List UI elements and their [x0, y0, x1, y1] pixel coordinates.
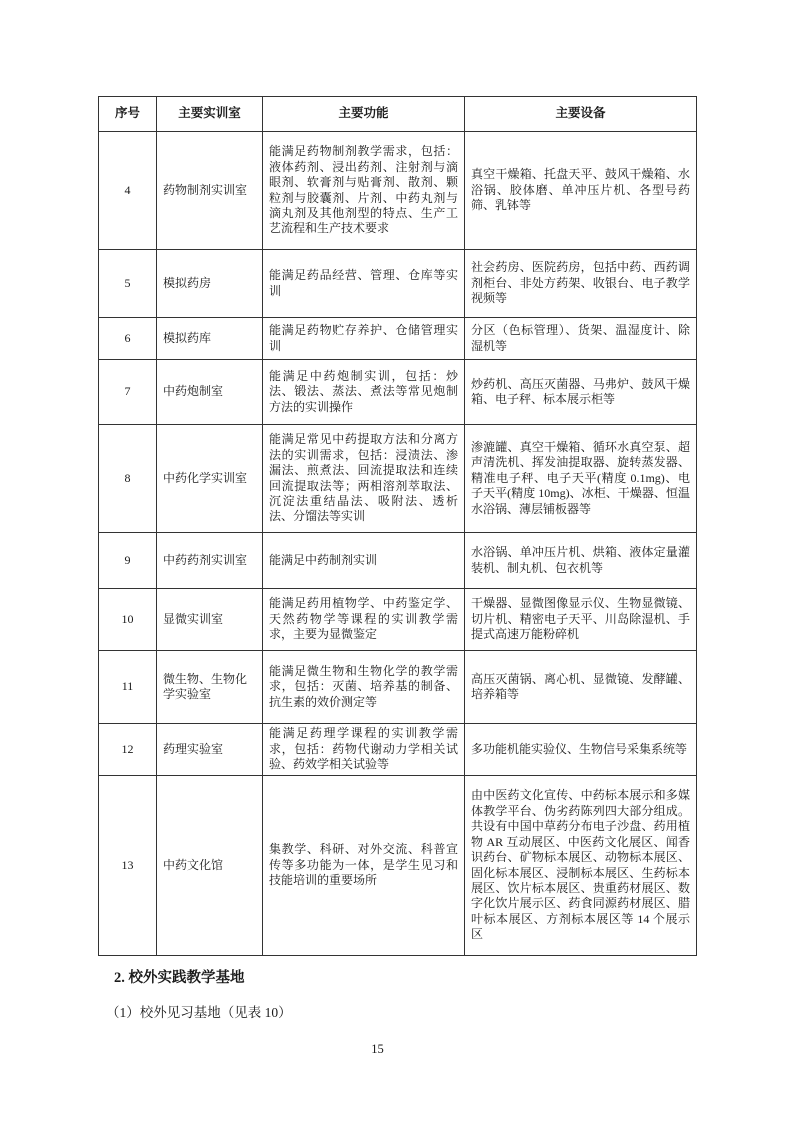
row-room: 中药炮制室 [157, 360, 263, 425]
row-no: 13 [99, 776, 157, 956]
row-room: 显微实训室 [157, 589, 263, 651]
row-function: 能满足常见中药提取方法和分离方法的实训需求，包括：浸渍法、渗漏法、煎煮法、回流提取法和连续回流提取法等；两相溶剂萃取法、沉淀法重结晶法、吸附法、透析法、分馏法等实训 [263, 425, 465, 533]
row-room: 模拟药房 [157, 250, 263, 318]
row-no: 4 [99, 132, 157, 250]
header-function: 主要功能 [263, 97, 465, 132]
row-no: 9 [99, 533, 157, 589]
table-row [99, 589, 697, 651]
row-equipment: 高压灭菌锅、离心机、显微镜、发酵罐、培养箱等 [465, 651, 697, 724]
row-function: 能满足药物制剂教学需求，包括：液体药剂、浸出药剂、注射剂与滴眼剂、软膏剂与贴膏剂、散剂、颗粒剂与胶囊剂、片剂、中药丸剂与滴丸剂及其他剂型的特点、生产工艺流程和生产技术要求 [263, 132, 465, 250]
table-header-row [99, 97, 697, 132]
row-equipment: 干燥器、显微图像显示仪、生物显微镜、切片机、精密电子天平、川岛除湿机、手提式高速万能粉碎机 [465, 589, 697, 651]
row-function: 集教学、科研、对外交流、科普宣传等多功能为一体，是学生见习和技能培训的重要场所 [263, 776, 465, 956]
header-equipment: 主要设备 [465, 97, 697, 132]
row-room: 中药文化馆 [157, 776, 263, 956]
row-room: 药物制剂实训室 [157, 132, 263, 250]
header-room: 主要实训室 [157, 97, 263, 132]
row-function: 能满足中药制剂实训 [263, 533, 465, 589]
row-equipment: 渗漉罐、真空干燥箱、循环水真空泵、超声清洗机、挥发油提取器、旋转蒸发器、精准电子秤、电子天平(精度 0.1mg)、电子天平(精度 10mg)、冰柜、干燥器、恒温水浴锅、薄层铺板器等 [465, 425, 697, 533]
table-row [99, 776, 697, 956]
table-row [99, 651, 697, 724]
header-no: 序号 [99, 97, 157, 132]
table-row [99, 533, 697, 589]
table-row [99, 132, 697, 250]
table-row [99, 360, 697, 425]
row-no: 12 [99, 724, 157, 776]
row-room: 中药化学实训室 [157, 425, 263, 533]
row-equipment: 水浴锅、单冲压片机、烘箱、液体定量灌装机、制丸机、包衣机等 [465, 533, 697, 589]
row-equipment: 多功能机能实验仪、生物信号采集系统等 [465, 724, 697, 776]
training-rooms-table [98, 96, 697, 956]
row-room: 中药药剂实训室 [157, 533, 263, 589]
table-row [99, 425, 697, 533]
row-equipment: 由中医药文化宣传、中药标本展示和多媒体教学平台、伪劣药陈列四大部分组成。共设有中国中草药分布电子沙盘、药用植物 AR 互动展区、中医药文化展区、闻香识药台、矿物标本展区、动物标本展区、固化标本展区、浸制标本展区、生药标本展区、饮片标本展区、贵重药材展区、数字化饮片展示区、药食同源药材展区、腊叶标本展区、方剂标本展区等 14 个展示区 [465, 776, 697, 956]
row-equipment: 真空干燥箱、托盘天平、鼓风干燥箱、水浴锅、胶体磨、单冲压片机、各型号药筛、乳钵等 [465, 132, 697, 250]
page-number: 15 [371, 1042, 384, 1056]
table-row [99, 724, 697, 776]
row-function: 能满足药理学课程的实训教学需求，包括：药物代谢动力学相关试验、药效学相关试验等 [263, 724, 465, 776]
section-subheading: （1）校外见习基地（见表 10） [106, 1005, 292, 1020]
row-room: 微生物、生物化学实验室 [157, 651, 263, 724]
table-row [99, 318, 697, 360]
row-room: 药理实验室 [157, 724, 263, 776]
row-function: 能满足药物贮存养护、仓储管理实训 [263, 318, 465, 360]
row-no: 10 [99, 589, 157, 651]
section-heading: 2. 校外实践教学基地 [114, 970, 245, 986]
row-function: 能满足微生物和生物化学的教学需求，包括：灭菌、培养基的制备、抗生素的效价测定等 [263, 651, 465, 724]
row-equipment: 社会药房、医院药房，包括中药、西药调剂柜台、非处方药架、收银台、电子教学视频等 [465, 250, 697, 318]
row-function: 能满足药品经营、管理、仓库等实训 [263, 250, 465, 318]
row-no: 6 [99, 318, 157, 360]
row-room: 模拟药库 [157, 318, 263, 360]
row-equipment: 分区（色标管理）、货架、温湿度计、除湿机等 [465, 318, 697, 360]
row-equipment: 炒药机、高压灭菌器、马弗炉、鼓风干燥箱、电子秤、标本展示柜等 [465, 360, 697, 425]
row-no: 8 [99, 425, 157, 533]
row-no: 5 [99, 250, 157, 318]
row-no: 7 [99, 360, 157, 425]
row-no: 11 [99, 651, 157, 724]
row-function: 能满足药用植物学、中药鉴定学、天然药物学等课程的实训教学需求，主要为显微鉴定 [263, 589, 465, 651]
row-function: 能满足中药炮制实训，包括：炒法、锻法、蒸法、煮法等常见炮制方法的实训操作 [263, 360, 465, 425]
table-row [99, 250, 697, 318]
